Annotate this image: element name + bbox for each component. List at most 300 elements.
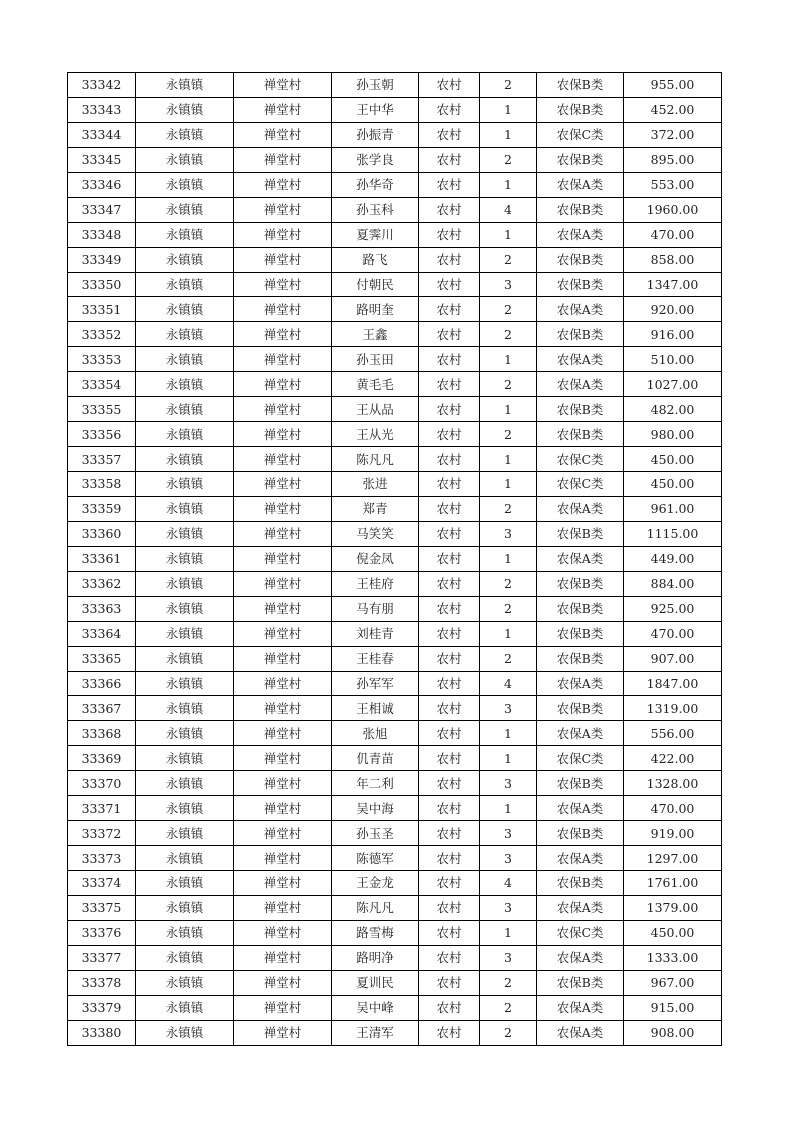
table-row — [68, 172, 722, 197]
household-size-cell: 1 — [480, 122, 537, 147]
amount-cell: 908.00 — [624, 1020, 722, 1045]
person-name-cell: 夏训民 — [332, 970, 419, 995]
town-cell: 永镇镇 — [136, 821, 234, 846]
amount-cell: 1347.00 — [624, 272, 722, 297]
amount-cell: 1115.00 — [624, 521, 722, 546]
amount-cell: 1960.00 — [624, 197, 722, 222]
insurance-class-cell: 农保B类 — [537, 646, 624, 671]
table-row — [68, 796, 722, 821]
person-name-cell: 马笑笑 — [332, 521, 419, 546]
person-name-cell: 黄毛毛 — [332, 372, 419, 397]
amount-cell: 470.00 — [624, 796, 722, 821]
village-cell: 禅堂村 — [234, 895, 332, 920]
table-row — [68, 347, 722, 372]
area-type-cell: 农村 — [419, 372, 480, 397]
town-cell: 永镇镇 — [136, 347, 234, 372]
household-size-cell: 2 — [480, 970, 537, 995]
household-size-cell: 2 — [480, 372, 537, 397]
amount-cell: 916.00 — [624, 322, 722, 347]
insurance-class-cell: 农保C类 — [537, 920, 624, 945]
insurance-class-cell: 农保C类 — [537, 122, 624, 147]
record-id-cell: 33355 — [68, 397, 136, 422]
insurance-class-cell: 农保B类 — [537, 247, 624, 272]
table-row — [68, 646, 722, 671]
insurance-class-cell: 农保B类 — [537, 521, 624, 546]
amount-cell: 1297.00 — [624, 846, 722, 871]
household-size-cell: 3 — [480, 846, 537, 871]
record-id-cell: 33376 — [68, 920, 136, 945]
record-id-cell: 33367 — [68, 696, 136, 721]
area-type-cell: 农村 — [419, 995, 480, 1020]
person-name-cell: 王从光 — [332, 422, 419, 447]
table-row — [68, 222, 722, 247]
insurance-class-cell: 农保A类 — [537, 222, 624, 247]
insurance-class-cell: 农保B类 — [537, 73, 624, 98]
household-size-cell: 3 — [480, 821, 537, 846]
table-row — [68, 945, 722, 970]
amount-cell: 907.00 — [624, 646, 722, 671]
record-id-cell: 33350 — [68, 272, 136, 297]
area-type-cell: 农村 — [419, 970, 480, 995]
amount-cell: 967.00 — [624, 970, 722, 995]
insurance-class-cell: 农保B类 — [537, 272, 624, 297]
area-type-cell: 农村 — [419, 521, 480, 546]
person-name-cell: 王桂府 — [332, 571, 419, 596]
village-cell: 禅堂村 — [234, 397, 332, 422]
town-cell: 永镇镇 — [136, 796, 234, 821]
town-cell: 永镇镇 — [136, 172, 234, 197]
record-id-cell: 33344 — [68, 122, 136, 147]
table-row — [68, 73, 722, 98]
household-size-cell: 1 — [480, 621, 537, 646]
amount-cell: 1333.00 — [624, 945, 722, 970]
area-type-cell: 农村 — [419, 796, 480, 821]
amount-cell: 450.00 — [624, 920, 722, 945]
village-cell: 禅堂村 — [234, 746, 332, 771]
insurance-class-cell: 农保A类 — [537, 796, 624, 821]
record-id-cell: 33347 — [68, 197, 136, 222]
area-type-cell: 农村 — [419, 1020, 480, 1045]
village-cell: 禅堂村 — [234, 147, 332, 172]
amount-cell: 858.00 — [624, 247, 722, 272]
town-cell: 永镇镇 — [136, 846, 234, 871]
person-name-cell: 吴中峰 — [332, 995, 419, 1020]
amount-cell: 1847.00 — [624, 671, 722, 696]
household-size-cell: 2 — [480, 596, 537, 621]
town-cell: 永镇镇 — [136, 945, 234, 970]
household-size-cell: 4 — [480, 671, 537, 696]
area-type-cell: 农村 — [419, 596, 480, 621]
insurance-class-cell: 农保B类 — [537, 97, 624, 122]
town-cell: 永镇镇 — [136, 372, 234, 397]
amount-cell: 1027.00 — [624, 372, 722, 397]
household-size-cell: 1 — [480, 447, 537, 472]
area-type-cell: 农村 — [419, 197, 480, 222]
table-row — [68, 696, 722, 721]
village-cell: 禅堂村 — [234, 197, 332, 222]
person-name-cell: 夏霁川 — [332, 222, 419, 247]
record-id-cell: 33362 — [68, 571, 136, 596]
town-cell: 永镇镇 — [136, 746, 234, 771]
insurance-class-cell: 农保A类 — [537, 1020, 624, 1045]
record-id-cell: 33377 — [68, 945, 136, 970]
town-cell: 永镇镇 — [136, 771, 234, 796]
town-cell: 永镇镇 — [136, 73, 234, 98]
village-cell: 禅堂村 — [234, 846, 332, 871]
person-name-cell: 张进 — [332, 472, 419, 497]
record-id-cell: 33351 — [68, 297, 136, 322]
area-type-cell: 农村 — [419, 895, 480, 920]
record-id-cell: 33366 — [68, 671, 136, 696]
town-cell: 永镇镇 — [136, 272, 234, 297]
amount-cell: 452.00 — [624, 97, 722, 122]
area-type-cell: 农村 — [419, 447, 480, 472]
insurance-class-cell: 农保A类 — [537, 945, 624, 970]
insurance-class-cell: 农保A类 — [537, 721, 624, 746]
table-row — [68, 546, 722, 571]
town-cell: 永镇镇 — [136, 297, 234, 322]
table-row — [68, 571, 722, 596]
household-size-cell: 2 — [480, 496, 537, 521]
household-size-cell: 2 — [480, 297, 537, 322]
village-cell: 禅堂村 — [234, 696, 332, 721]
record-id-cell: 33374 — [68, 871, 136, 896]
town-cell: 永镇镇 — [136, 696, 234, 721]
town-cell: 永镇镇 — [136, 97, 234, 122]
village-cell: 禅堂村 — [234, 1020, 332, 1045]
village-cell: 禅堂村 — [234, 970, 332, 995]
area-type-cell: 农村 — [419, 272, 480, 297]
amount-cell: 980.00 — [624, 422, 722, 447]
village-cell: 禅堂村 — [234, 322, 332, 347]
insurance-class-cell: 农保B类 — [537, 771, 624, 796]
table-row — [68, 97, 722, 122]
area-type-cell: 农村 — [419, 696, 480, 721]
person-name-cell: 孙玉科 — [332, 197, 419, 222]
insurance-class-cell: 农保A类 — [537, 496, 624, 521]
area-type-cell: 农村 — [419, 571, 480, 596]
town-cell: 永镇镇 — [136, 621, 234, 646]
household-size-cell: 1 — [480, 746, 537, 771]
area-type-cell: 农村 — [419, 746, 480, 771]
insurance-class-cell: 农保A类 — [537, 347, 624, 372]
record-id-cell: 33365 — [68, 646, 136, 671]
town-cell: 永镇镇 — [136, 895, 234, 920]
town-cell: 永镇镇 — [136, 571, 234, 596]
person-name-cell: 年二利 — [332, 771, 419, 796]
household-size-cell: 1 — [480, 796, 537, 821]
area-type-cell: 农村 — [419, 646, 480, 671]
record-id-cell: 33359 — [68, 496, 136, 521]
household-size-cell: 1 — [480, 546, 537, 571]
town-cell: 永镇镇 — [136, 147, 234, 172]
table-row — [68, 372, 722, 397]
record-id-cell: 33346 — [68, 172, 136, 197]
village-cell: 禅堂村 — [234, 496, 332, 521]
household-size-cell: 1 — [480, 920, 537, 945]
insurance-class-cell: 农保A类 — [537, 297, 624, 322]
amount-cell: 482.00 — [624, 397, 722, 422]
table-body — [68, 73, 722, 1046]
town-cell: 永镇镇 — [136, 222, 234, 247]
household-size-cell: 2 — [480, 147, 537, 172]
record-id-cell: 33379 — [68, 995, 136, 1020]
household-size-cell: 2 — [480, 73, 537, 98]
person-name-cell: 刘桂青 — [332, 621, 419, 646]
table-row — [68, 147, 722, 172]
insurance-class-cell: 农保A类 — [537, 372, 624, 397]
record-id-cell: 33358 — [68, 472, 136, 497]
person-name-cell: 吴中海 — [332, 796, 419, 821]
town-cell: 永镇镇 — [136, 472, 234, 497]
table-row — [68, 821, 722, 846]
village-cell: 禅堂村 — [234, 372, 332, 397]
town-cell: 永镇镇 — [136, 671, 234, 696]
household-size-cell: 1 — [480, 472, 537, 497]
household-size-cell: 1 — [480, 172, 537, 197]
amount-cell: 556.00 — [624, 721, 722, 746]
village-cell: 禅堂村 — [234, 521, 332, 546]
record-id-cell: 33372 — [68, 821, 136, 846]
insurance-class-cell: 农保A类 — [537, 671, 624, 696]
table-row — [68, 771, 722, 796]
household-size-cell: 1 — [480, 347, 537, 372]
insurance-class-cell: 农保A类 — [537, 172, 624, 197]
town-cell: 永镇镇 — [136, 970, 234, 995]
area-type-cell: 农村 — [419, 945, 480, 970]
town-cell: 永镇镇 — [136, 122, 234, 147]
village-cell: 禅堂村 — [234, 297, 332, 322]
person-name-cell: 孙振青 — [332, 122, 419, 147]
town-cell: 永镇镇 — [136, 596, 234, 621]
amount-cell: 1319.00 — [624, 696, 722, 721]
area-type-cell: 农村 — [419, 920, 480, 945]
town-cell: 永镇镇 — [136, 995, 234, 1020]
village-cell: 禅堂村 — [234, 671, 332, 696]
area-type-cell: 农村 — [419, 297, 480, 322]
town-cell: 永镇镇 — [136, 247, 234, 272]
household-size-cell: 3 — [480, 945, 537, 970]
person-name-cell: 孙玉田 — [332, 347, 419, 372]
person-name-cell: 王相诚 — [332, 696, 419, 721]
village-cell: 禅堂村 — [234, 272, 332, 297]
record-id-cell: 33364 — [68, 621, 136, 646]
amount-cell: 884.00 — [624, 571, 722, 596]
area-type-cell: 农村 — [419, 97, 480, 122]
table-row — [68, 422, 722, 447]
area-type-cell: 农村 — [419, 147, 480, 172]
person-name-cell: 陈德军 — [332, 846, 419, 871]
record-id-cell: 33342 — [68, 73, 136, 98]
household-size-cell: 1 — [480, 721, 537, 746]
amount-cell: 450.00 — [624, 472, 722, 497]
household-size-cell: 2 — [480, 1020, 537, 1045]
town-cell: 永镇镇 — [136, 496, 234, 521]
person-name-cell: 路明奎 — [332, 297, 419, 322]
town-cell: 永镇镇 — [136, 197, 234, 222]
person-name-cell: 仉青苗 — [332, 746, 419, 771]
area-type-cell: 农村 — [419, 122, 480, 147]
record-id-cell: 33375 — [68, 895, 136, 920]
table-row — [68, 671, 722, 696]
record-id-cell: 33348 — [68, 222, 136, 247]
village-cell: 禅堂村 — [234, 122, 332, 147]
table-row — [68, 496, 722, 521]
area-type-cell: 农村 — [419, 871, 480, 896]
area-type-cell: 农村 — [419, 671, 480, 696]
area-type-cell: 农村 — [419, 721, 480, 746]
person-name-cell: 陈凡凡 — [332, 895, 419, 920]
village-cell: 禅堂村 — [234, 646, 332, 671]
amount-cell: 925.00 — [624, 596, 722, 621]
insurance-class-cell: 农保B类 — [537, 322, 624, 347]
records-table — [67, 72, 722, 1046]
person-name-cell: 路明净 — [332, 945, 419, 970]
record-id-cell: 33361 — [68, 546, 136, 571]
insurance-class-cell: 农保B类 — [537, 970, 624, 995]
household-size-cell: 2 — [480, 247, 537, 272]
amount-cell: 919.00 — [624, 821, 722, 846]
town-cell: 永镇镇 — [136, 646, 234, 671]
insurance-class-cell: 农保B类 — [537, 596, 624, 621]
amount-cell: 449.00 — [624, 546, 722, 571]
table-row — [68, 272, 722, 297]
village-cell: 禅堂村 — [234, 621, 332, 646]
amount-cell: 510.00 — [624, 347, 722, 372]
person-name-cell: 王从品 — [332, 397, 419, 422]
amount-cell: 450.00 — [624, 447, 722, 472]
table-row — [68, 895, 722, 920]
table-row — [68, 846, 722, 871]
amount-cell: 372.00 — [624, 122, 722, 147]
person-name-cell: 郑青 — [332, 496, 419, 521]
person-name-cell: 王桂春 — [332, 646, 419, 671]
record-id-cell: 33378 — [68, 970, 136, 995]
record-id-cell: 33343 — [68, 97, 136, 122]
table-row — [68, 871, 722, 896]
area-type-cell: 农村 — [419, 322, 480, 347]
village-cell: 禅堂村 — [234, 546, 332, 571]
table-row — [68, 122, 722, 147]
village-cell: 禅堂村 — [234, 796, 332, 821]
amount-cell: 422.00 — [624, 746, 722, 771]
village-cell: 禅堂村 — [234, 571, 332, 596]
insurance-class-cell: 农保B类 — [537, 422, 624, 447]
household-size-cell: 3 — [480, 696, 537, 721]
insurance-class-cell: 农保B类 — [537, 571, 624, 596]
area-type-cell: 农村 — [419, 846, 480, 871]
table-row — [68, 746, 722, 771]
area-type-cell: 农村 — [419, 496, 480, 521]
amount-cell: 915.00 — [624, 995, 722, 1020]
amount-cell: 1328.00 — [624, 771, 722, 796]
insurance-class-cell: 农保A类 — [537, 895, 624, 920]
amount-cell: 470.00 — [624, 222, 722, 247]
village-cell: 禅堂村 — [234, 771, 332, 796]
person-name-cell: 孙军军 — [332, 671, 419, 696]
record-id-cell: 33368 — [68, 721, 136, 746]
household-size-cell: 4 — [480, 871, 537, 896]
person-name-cell: 孙玉圣 — [332, 821, 419, 846]
area-type-cell: 农村 — [419, 821, 480, 846]
area-type-cell: 农村 — [419, 546, 480, 571]
table-row — [68, 920, 722, 945]
insurance-class-cell: 农保C类 — [537, 746, 624, 771]
insurance-class-cell: 农保B类 — [537, 397, 624, 422]
insurance-class-cell: 农保B类 — [537, 197, 624, 222]
village-cell: 禅堂村 — [234, 920, 332, 945]
household-size-cell: 3 — [480, 895, 537, 920]
insurance-class-cell: 农保B类 — [537, 821, 624, 846]
record-id-cell: 33369 — [68, 746, 136, 771]
area-type-cell: 农村 — [419, 172, 480, 197]
record-id-cell: 33345 — [68, 147, 136, 172]
insurance-class-cell: 农保B类 — [537, 621, 624, 646]
town-cell: 永镇镇 — [136, 546, 234, 571]
record-id-cell: 33354 — [68, 372, 136, 397]
record-id-cell: 33380 — [68, 1020, 136, 1045]
table-row — [68, 721, 722, 746]
village-cell: 禅堂村 — [234, 721, 332, 746]
insurance-class-cell: 农保A类 — [537, 846, 624, 871]
household-size-cell: 1 — [480, 222, 537, 247]
record-id-cell: 33373 — [68, 846, 136, 871]
amount-cell: 895.00 — [624, 147, 722, 172]
insurance-class-cell: 农保A类 — [537, 995, 624, 1020]
amount-cell: 1379.00 — [624, 895, 722, 920]
town-cell: 永镇镇 — [136, 521, 234, 546]
table-row — [68, 995, 722, 1020]
record-id-cell: 33360 — [68, 521, 136, 546]
record-id-cell: 33356 — [68, 422, 136, 447]
household-size-cell: 1 — [480, 397, 537, 422]
household-size-cell: 3 — [480, 521, 537, 546]
person-name-cell: 孙华奇 — [332, 172, 419, 197]
record-id-cell: 33363 — [68, 596, 136, 621]
amount-cell: 920.00 — [624, 297, 722, 322]
town-cell: 永镇镇 — [136, 422, 234, 447]
village-cell: 禅堂村 — [234, 596, 332, 621]
village-cell: 禅堂村 — [234, 222, 332, 247]
table-row — [68, 397, 722, 422]
village-cell: 禅堂村 — [234, 247, 332, 272]
person-name-cell: 张学良 — [332, 147, 419, 172]
insurance-class-cell: 农保B类 — [537, 696, 624, 721]
person-name-cell: 王金龙 — [332, 871, 419, 896]
record-id-cell: 33349 — [68, 247, 136, 272]
table-row — [68, 521, 722, 546]
village-cell: 禅堂村 — [234, 472, 332, 497]
table-row — [68, 447, 722, 472]
area-type-cell: 农村 — [419, 621, 480, 646]
household-size-cell: 2 — [480, 422, 537, 447]
person-name-cell: 马有朋 — [332, 596, 419, 621]
person-name-cell: 张旭 — [332, 721, 419, 746]
person-name-cell: 倪金凤 — [332, 546, 419, 571]
person-name-cell: 路雪梅 — [332, 920, 419, 945]
amount-cell: 955.00 — [624, 73, 722, 98]
table-row — [68, 472, 722, 497]
village-cell: 禅堂村 — [234, 172, 332, 197]
village-cell: 禅堂村 — [234, 422, 332, 447]
household-size-cell: 3 — [480, 272, 537, 297]
town-cell: 永镇镇 — [136, 447, 234, 472]
table-row — [68, 1020, 722, 1045]
area-type-cell: 农村 — [419, 397, 480, 422]
amount-cell: 553.00 — [624, 172, 722, 197]
person-name-cell: 陈凡凡 — [332, 447, 419, 472]
area-type-cell: 农村 — [419, 422, 480, 447]
